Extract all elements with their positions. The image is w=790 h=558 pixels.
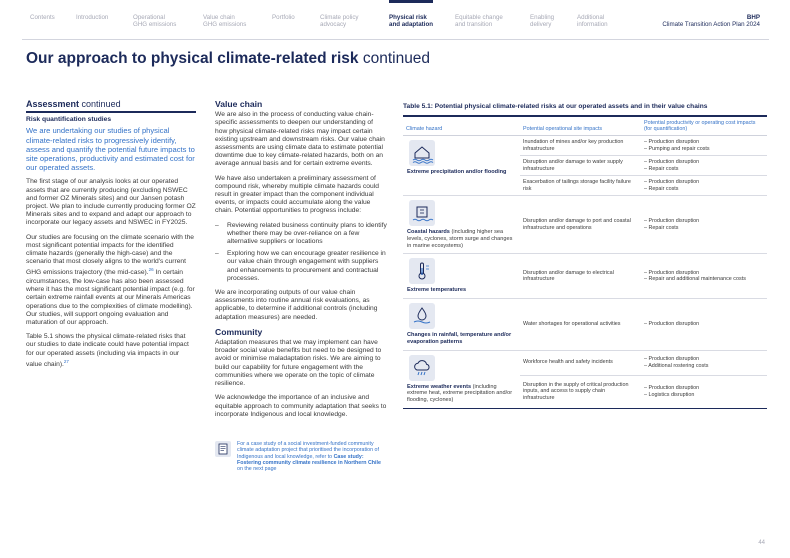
hazard-name <box>407 384 516 404</box>
column-header: Climate hazard <box>403 117 520 136</box>
hazard-name-text: Extreme weather events <box>407 383 472 390</box>
nav-item-equitable-change[interactable]: Equitable change and transition <box>455 14 503 29</box>
value-chain-heading: Value chain <box>215 99 263 109</box>
nav-item-additional-info[interactable]: Additional information <box>577 14 608 29</box>
table-row <box>403 350 767 375</box>
cost-impact: – Additional rostering costs <box>644 362 709 369</box>
hazard-cell <box>403 196 520 254</box>
cost-impact: – Repair costs <box>644 224 679 231</box>
nav-item-value-chain-ghg[interactable]: Value chain GHG emissions <box>203 14 247 29</box>
column-header: Potential operational site impacts <box>520 117 641 136</box>
footnote-27[interactable]: 27 <box>63 358 69 364</box>
community-heading: Community <box>215 326 263 337</box>
risk-quantification-heading: Risk quantification studies <box>26 116 112 124</box>
cost-impact: – Production disruption <box>644 356 700 363</box>
cost-impact: – Production disruption <box>644 139 700 146</box>
assessment-p2-text: Our studies are focusing on the climate scenario with the most significant potential impacts for the identified climate hazards (generally the high-case) and the scenario that most closely aligns to the world's current GHG emissions trajectory (the mid-case). <box>26 233 195 277</box>
assessment-p3-text: Table 5.1 shows the physical climate-related risks that our studies to date indicate could have potential impact for our operated assets (including via impacts in our value chain). <box>26 333 189 368</box>
assessment-paragraph-3 <box>26 333 196 369</box>
site-impact-cell: Disruption in the supply of critical production inputs, and access to supply chain infrastructure <box>520 375 641 408</box>
cost-impact: – Production disruption <box>644 179 700 186</box>
nav-item-portfolio[interactable]: Portfolio <box>272 14 295 21</box>
assessment-heading <box>26 100 196 108</box>
hazard-cell <box>403 254 520 299</box>
cost-impact: – Production disruption <box>644 269 700 276</box>
site-impact-cell: Inundation of mines and/or key production infrastructure <box>520 136 641 156</box>
assessment-column <box>26 100 196 375</box>
assessment-paragraph-1: The first stage of our analysis looks at our operated assets that are currently producing (excluding NSWEC and former OZ Minerals sites) and our Jansen potash project. We plan to include currently producing former OZ Minerals sites and to expand and adapt our approach to incorporate our legacy assets and NSWEC in FY2025. <box>26 178 196 227</box>
page-number: 44 <box>758 540 765 546</box>
cost-impact: – Production disruption <box>644 218 700 225</box>
top-navigation <box>0 0 790 40</box>
assessment-heading-text: Assessment <box>26 99 80 109</box>
page-title <box>26 50 430 68</box>
nav-item-enabling-delivery[interactable]: Enabling delivery <box>530 14 555 29</box>
cost-impact: – Repair costs <box>644 165 679 172</box>
cost-impact: – Logistics disruption <box>644 391 695 398</box>
nav-divider <box>22 39 769 40</box>
hazard-name <box>407 229 516 249</box>
document-icon <box>215 441 231 457</box>
cost-impact-cell <box>641 156 767 176</box>
table-header-row <box>403 117 767 136</box>
case-study-text <box>237 441 387 472</box>
hazard-cell <box>403 350 520 408</box>
hazard-name: Changes in rainfall, temperature and/or evaporation patterns <box>407 332 512 345</box>
page-title-main: Our approach to physical climate-related risk <box>26 50 359 67</box>
note-text: For a case study of a social investment-funded community climate adaptation project that prioritised the incorporation of Indigenous and local knowledge, refer to <box>237 441 379 460</box>
risk-table <box>403 117 767 409</box>
hazard-name: Extreme precipitation and/or flooding <box>407 169 507 176</box>
community-paragraph-2: We acknowledge the importance of an inclusive and equitable approach to community adaptation that seeks to incorporate Indigenous and local knowledge. <box>215 394 387 418</box>
cost-impact-cell <box>641 254 767 299</box>
thermometer-icon <box>409 258 435 284</box>
case-study-link[interactable]: Case study: Fostering community climate resilience in Northern Chile <box>237 453 381 466</box>
cost-impact: – Production disruption <box>644 321 700 328</box>
table-row <box>403 299 767 350</box>
site-impact-cell: Water shortages for operational activities <box>520 299 641 350</box>
footnote-26[interactable]: 26 <box>148 267 154 273</box>
opportunities-list <box>215 222 387 283</box>
table-row <box>403 196 767 254</box>
cost-impact-cell <box>641 196 767 254</box>
coastal-building-icon <box>409 200 435 226</box>
site-impact-cell: Disruption and/or damage to port and coastal infrastructure and operations <box>520 196 641 254</box>
cost-impact: – Repair costs <box>644 185 679 192</box>
cost-impact: – Pumping and repair costs <box>644 145 710 152</box>
nav-item-operational-ghg[interactable]: Operational GHG emissions <box>133 14 177 29</box>
site-impact-cell: Disruption and/or damage to electrical infrastructure <box>520 254 641 299</box>
site-impact-cell: Disruption and/or damage to water supply infrastructure <box>520 156 641 176</box>
nav-item-introduction[interactable]: Introduction <box>76 14 109 21</box>
value-chain-column <box>215 100 387 425</box>
case-study-note <box>215 441 387 472</box>
list-item: – Exploring how we can encourage greater resilience in our value chain through engagement with suppliers and enhancements to procurement and contractual processes. <box>215 250 387 283</box>
hazard-name-text: Coastal hazards <box>407 229 450 236</box>
hazard-cell <box>403 299 520 350</box>
cost-impact-cell <box>641 176 767 196</box>
nav-item-physical-risk[interactable]: Physical risk and adaptation <box>389 14 434 29</box>
value-chain-paragraph-2: We have also undertaken a preliminary assessment of compound risk, whereby multiple climate hazards could result in greater impact than the component individual events, or impacts could accumulate along the value chain. Potential opportunities to progress include: <box>215 174 379 215</box>
community-paragraph-1: Adaptation measures that we may implement can have broader social value benefits but need to be designed to avoid or minimise maladaptation risks. We are aiming to build our capability for future engagement with the communities where we operate on the topic of climate resilience. <box>215 339 382 388</box>
risk-table-container <box>403 103 767 409</box>
brand-name: BHP <box>746 14 760 21</box>
storm-cloud-icon <box>409 355 435 381</box>
water-drop-hand-icon <box>409 303 435 329</box>
site-impact-cell: Workforce health and safety incidents <box>520 350 641 375</box>
site-impact-cell: Exacerbation of tailings storage facility failure risk <box>520 176 641 196</box>
hazard-name: Extreme temperatures <box>407 287 467 294</box>
cost-impact-cell <box>641 350 767 375</box>
cost-impact-cell <box>641 136 767 156</box>
report-name: Climate Transition Action Plan 2024 <box>662 21 760 29</box>
table-row <box>403 254 767 299</box>
list-item: – Reviewing related business continuity plans to identify whether there may be over-reliance on a few alternative suppliers or locations <box>215 222 387 247</box>
nav-item-climate-policy[interactable]: Climate policy advocacy <box>320 14 359 29</box>
page-title-suffix: continued <box>362 50 431 67</box>
note-suffix: on the next page <box>237 466 277 473</box>
table-title: Table 5.1: Potential physical climate-related risks at our operated assets and in their value chains <box>403 103 708 110</box>
brand-block <box>662 14 760 29</box>
cost-impact: – Repair and additional maintenance costs <box>644 276 746 283</box>
cost-impact: – Production disruption <box>644 159 700 166</box>
hazard-description: (including higher sea levels, cyclones, storm surge and changes in marine ecosystems) <box>407 229 513 249</box>
column-header: Potential productivity or operating cost impacts (for quantification) <box>641 117 767 136</box>
assessment-rule <box>26 111 196 113</box>
cost-impact: – Production disruption <box>644 385 700 392</box>
value-chain-paragraph-3: We are incorporating outputs of our value chain assessments into routine annual risk evaluations, as applicable, to determine if additional controls (including adaptation measures) are needed. <box>215 289 378 321</box>
cost-impact-cell <box>641 299 767 350</box>
assessment-lead: We are undertaking our studies of physical climate-related risks to progressively identify, assess and quantify the potential future impacts to site operations, productivity and estimated cost for our operated assets. <box>26 126 195 173</box>
table-row <box>403 136 767 156</box>
assessment-paragraph-2 <box>26 234 196 327</box>
flood-house-icon <box>409 140 435 166</box>
assessment-heading-suffix: continued <box>81 99 121 109</box>
assessment-p2-text-cont: In certain circumstances, the low-case has also been assessed where it has the most significant potential impact (e.g. for certain extreme rainfall events at our Minerals Americas operations due to the complexities of climate modelling). Our studies, will support ongoing evaluation and maturation of our approach. <box>26 269 195 326</box>
hazard-description: (including extreme heat, extreme precipitation and/or flooding, cyclones) <box>407 383 513 403</box>
hazard-cell <box>403 136 520 196</box>
nav-item-contents[interactable]: Contents <box>30 14 55 21</box>
cost-impact-cell <box>641 375 767 408</box>
value-chain-paragraph-1: We are also in the process of conducting value chain-specific assessments to deepen our understanding of how physical climate-related risks may impact certain existing upstream and downstream risks. Our value chain assessments are using climate data to estimate potential downtime due to key climate-related hazards, both on an average annual basis and for certain extreme events. <box>215 111 385 168</box>
